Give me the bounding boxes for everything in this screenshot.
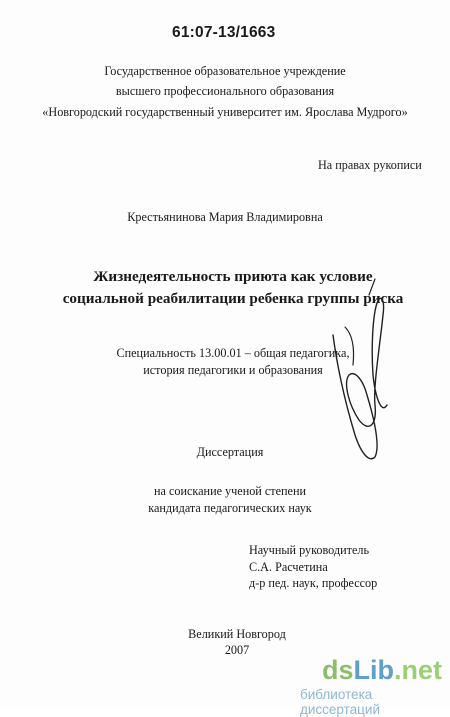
supervisor-name: С.А. Расчетина: [249, 560, 328, 574]
thesis-title-line-2: социальной реабилитации ребенка группы риска: [62, 290, 404, 307]
supervisor-label: Научный руководитель: [249, 543, 370, 557]
work-type: Диссертация: [196, 445, 264, 459]
dslib-watermark: [300, 655, 450, 717]
degree-line-2: кандидата педагогических наук: [148, 501, 312, 515]
dslib-subtitle: библиотека диссертаций: [300, 687, 380, 717]
supervisor-credentials: д-р пед. наук, профессор: [249, 576, 378, 590]
author-name: Крестьянинова Мария Владимировна: [127, 210, 323, 224]
catalog-code: 61:07-13/1663: [172, 24, 276, 41]
institution-line-1: Государственное образовательное учреждение: [104, 64, 346, 78]
degree-line-1: на соискание ученой степени: [154, 484, 306, 498]
institution-line-2: высшего профессионального образования: [115, 84, 335, 98]
institution-line-3: «Новгородский государственный университет им. Ярослава Мудрого»: [42, 105, 408, 119]
year: 2007: [224, 643, 250, 657]
city: Великий Новгород: [188, 627, 286, 641]
specialty-line-2: история педагогики и образования: [143, 363, 323, 377]
specialty-line-1: Специальность 13.00.01 – общая педагогика,: [116, 346, 350, 360]
thesis-title-line-1: Жизнедеятельность приюта как условие: [93, 268, 373, 285]
manuscript-rights-note: На правах рукописи: [318, 158, 422, 172]
dslib-logo: dsLib.net: [321, 655, 442, 685]
